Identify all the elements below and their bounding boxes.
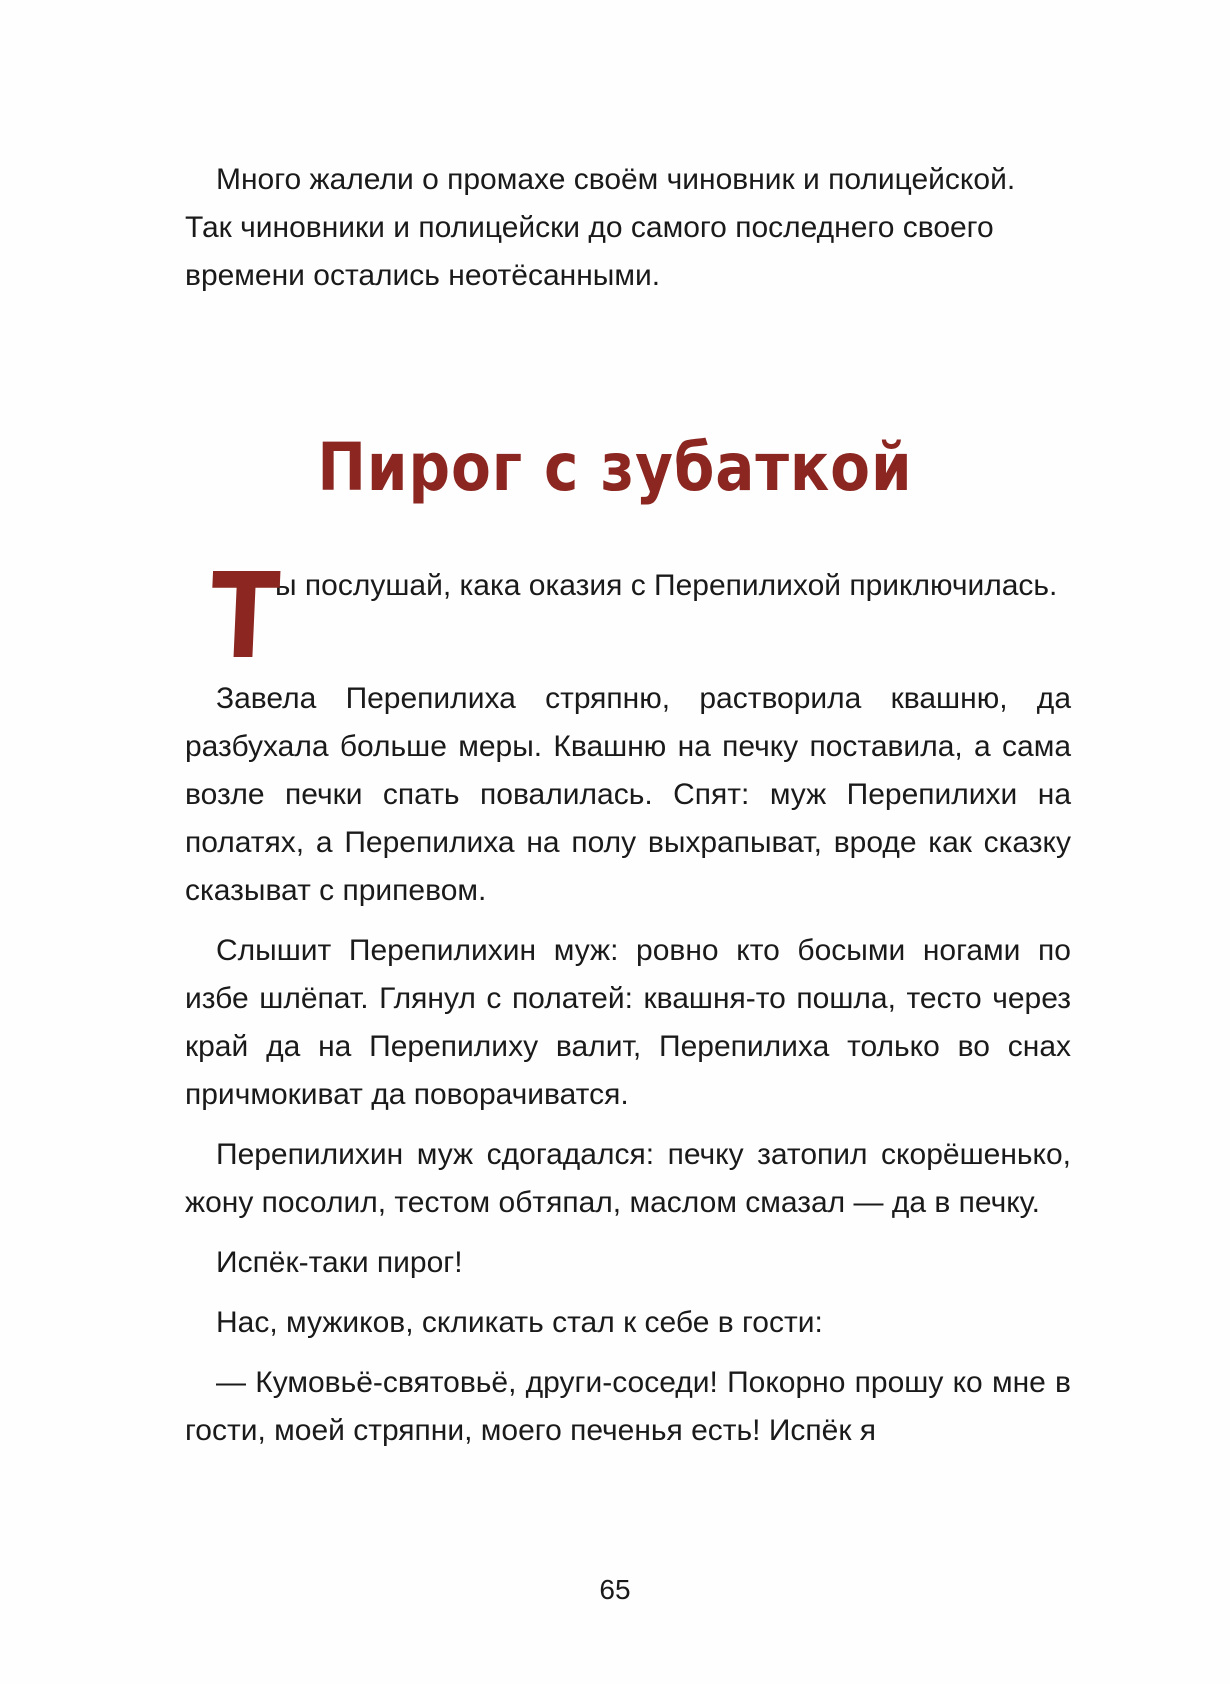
paragraph: Нас, мужиков, скликать стал к себе в гости: [216, 1306, 823, 1339]
intro-paragraph [185, 156, 1071, 300]
intro-line-3: времени остались неотёсанными. [185, 259, 661, 292]
chapter-title: Пирог с зубаткой [317, 429, 913, 506]
paragraph: Завела Перепилиха стряпню, растворила квашню, да разбухала больше меры. Квашню на печку поставила, а сама возле печки спать повалилась. Спят: муж Перепилихи на полатях, а Перепилиха на полу выхрапыват, вроде как сказку сказыват с припевом. [185, 682, 1071, 907]
paragraph: Перепилихин муж сдогадался: печку затопил скорёшенько, жону посолил, тестом обтяпал, маслом смазал — да в печку. [185, 1138, 1071, 1219]
drop-cap: Т [207, 547, 283, 685]
first-paragraph [185, 547, 1071, 685]
paragraph: Испёк-таки пирог! [216, 1246, 463, 1279]
intro-line-1: Много жалели о промахе своём чиновник и полицейской. [216, 163, 1016, 196]
paragraph: Слышит Перепилихин муж: ровно кто босыми ногами по избе шлёпат. Глянул с полатей: квашня-то пошла, тесто через край да на Перепилиху валит, Перепилиха только во снах причмокиват да поворачиватся. [185, 934, 1071, 1111]
first-paragraph-text: ы послушай, кака оказия с Перепилихой приключилась. [275, 569, 1058, 602]
intro-line-2: Так чиновники и полицейски до самого последнего своего [185, 211, 994, 244]
page-number: 65 [599, 1574, 631, 1605]
story-body [185, 547, 1071, 1467]
paragraph: — Кумовьё-святовьё, други-соседи! Покорно прошу ко мне в гости, моей стряпни, моего печенья есть! Испёк я [185, 1366, 1071, 1447]
